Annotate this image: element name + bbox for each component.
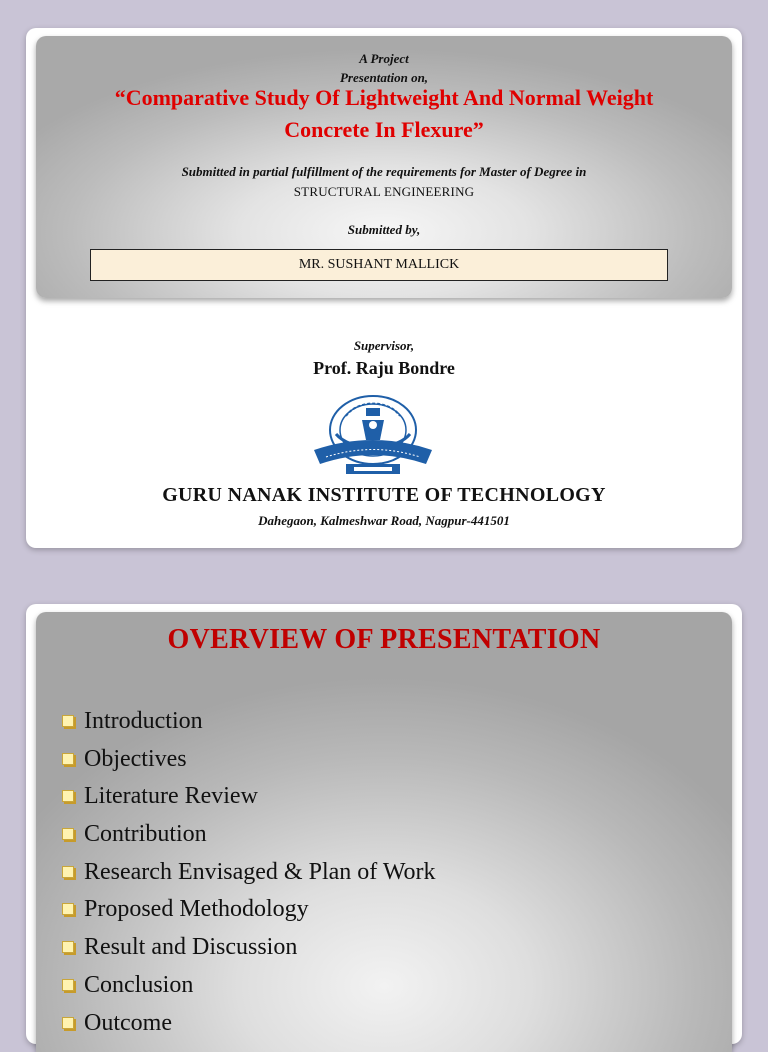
agenda-item: Introduction — [62, 708, 436, 746]
agenda-item: Research Envisaged & Plan of Work — [62, 859, 436, 897]
supervisor-name: Prof. Raju Bondre — [313, 358, 455, 378]
checkbox-bullet-icon — [62, 1017, 74, 1029]
submitted-by-label: Submitted by, — [347, 222, 421, 237]
agenda-list — [62, 708, 436, 1047]
agenda-item: Objectives — [62, 746, 436, 784]
agenda-item: Literature Review — [62, 783, 436, 821]
overview-slide — [26, 604, 742, 1044]
agenda-item: Contribution — [62, 821, 436, 859]
checkbox-bullet-icon — [62, 941, 74, 953]
supervisor-label: Supervisor, — [353, 338, 415, 353]
checkbox-bullet-icon — [62, 753, 74, 765]
checkbox-bullet-icon — [62, 828, 74, 840]
title-panel — [36, 36, 732, 298]
agenda-item: Conclusion — [62, 972, 436, 1010]
project-line-2: Presentation on, — [339, 70, 429, 85]
agenda-item: Outcome — [62, 1010, 436, 1048]
checkbox-bullet-icon — [62, 903, 74, 915]
institute-name: GURU NANAK INSTITUTE OF TECHNOLOGY — [162, 484, 606, 506]
student-name-box: MR. SUSHANT MALLICK — [90, 249, 668, 281]
overview-title: OVERVIEW OF PRESENTATION — [167, 624, 601, 655]
overview-panel — [36, 612, 732, 1052]
title-slide — [26, 28, 742, 548]
checkbox-bullet-icon — [62, 866, 74, 878]
discipline-text: STRUCTURAL ENGINEERING — [293, 184, 475, 199]
institute-logo-icon — [306, 394, 440, 476]
project-title-line-2: Concrete In Flexure” — [284, 117, 484, 142]
project-title-line-1: “Comparative Study Of Lightweight And Normal Weight — [114, 85, 654, 110]
agenda-item: Result and Discussion — [62, 934, 436, 972]
fulfillment-text: Submitted in partial fulfillment of the requirements for Master of Degree in — [181, 164, 587, 179]
agenda-item: Proposed Methodology — [62, 896, 436, 934]
project-line-1: A Project — [359, 51, 409, 66]
checkbox-bullet-icon — [62, 979, 74, 991]
checkbox-bullet-icon — [62, 715, 74, 727]
institute-address: Dahegaon, Kalmeshwar Road, Nagpur-441501 — [258, 513, 510, 528]
checkbox-bullet-icon — [62, 790, 74, 802]
